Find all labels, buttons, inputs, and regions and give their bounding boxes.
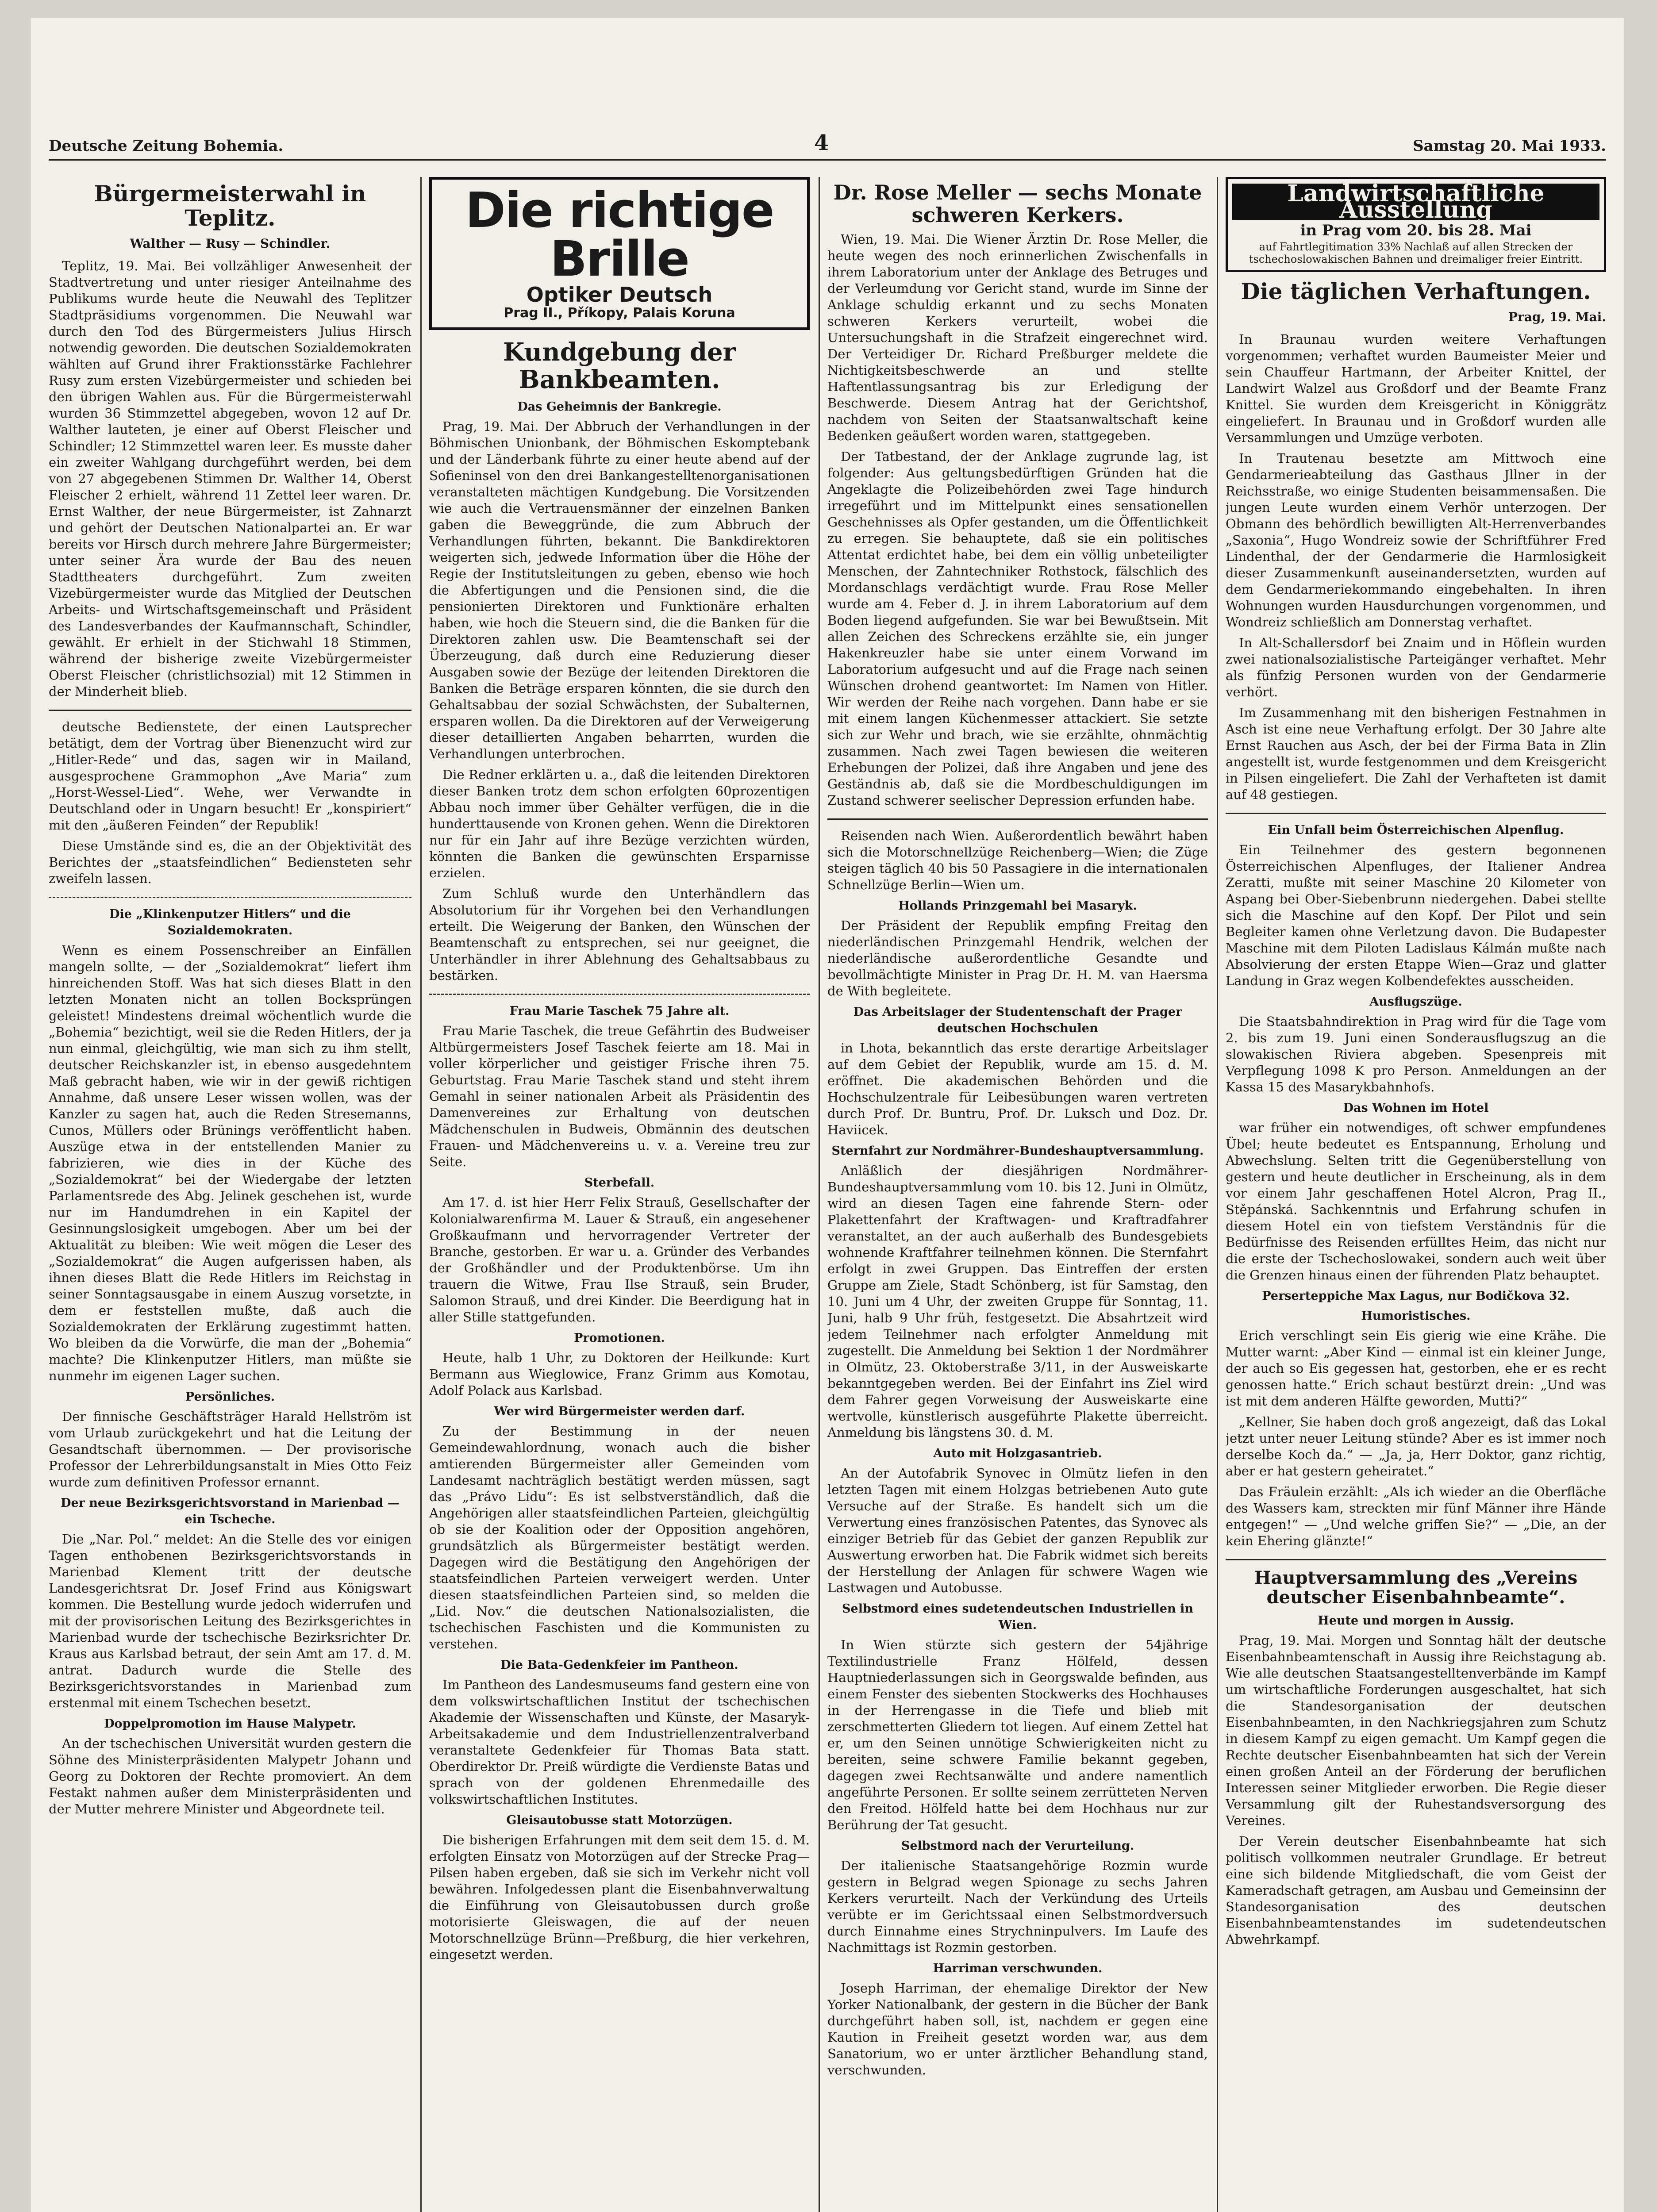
article-paragraph: Der Verein deutscher Eisenbahnbeamte hat sich politisch vollkommen neutraler Grundlage. Er betreut eine sich bildende Mitgliedschaft, die vom Geist der Kameradschaft getragen, am Ausbau und Gemeinsinn der Standesorganisation des deutschen Eisenbahnbeamtenstandes im sudetendeutschen Abwehrkampf. (1226, 1834, 1606, 1947)
article-subheadline: Das Wohnen im Hotel (1343, 1101, 1489, 1115)
section-rule (1226, 1559, 1606, 1560)
article-subheadline: Sternfahrt zur Nordmährer-Bundeshauptversammlung. (831, 1144, 1204, 1158)
article-paragraph: Prag, 19. Mai. Der Abbruch der Verhandlungen in der Böhmischen Unionbank, der Böhmischen Eskomptebank und der Länderbank führte zu einer heute abend auf der Sofieninsel von den drei Bankangestelltenorganisationen veranstalteten mächtigen Kundgebung. Die Vorsitzenden wie auch die Vertrauensmänner der einzelnen Banken gaben die Beweggründe, die zum Abbruch der Verhandlungen führten, bekannt. Die Bankdirektoren weigerten sich, jedwede Information über die Höhe der Regie der Institutsleitungen zu geben, ebenso wie hoch die Abfertigungen und die Pensionen sind, die die pensionierten Direktoren und Funktionäre erhalten haben, wie hoch die Steuern sind, die die Banken für die Direktoren zahlen usw. Die Beamtenschaft sei der Überzeugung, daß durch eine Reduzierung dieser Ausgaben sowie der Bezüge der leitenden Direktoren die Banken die Beträge ersparen könnten, die sie durch den Gehaltsabbau der sozial Schwächsten, der Subalternen, ersparen wollen. Da die Direktoren auf der Verweigerung dieser detaillierten Angaben beharrten, wurden die Verhandlungen unterbrochen. (429, 419, 810, 762)
article-paragraph: In Wien stürzte sich gestern der 54jährige Textilindustrielle Franz Hölfeld, dessen Hauptniederlassungen sich in Georgswalde befinden, aus einem Fenster des siebenten Stockwerks des Hochhauses in der Herrengasse in die Tiefe und blieb mit zerschmetterten Gliedern tot liegen. Auf einem Zettel hat er, um den Seinen unnötige Schwierigkeiten nicht zu bereiten, seine schwere Familie bekannt gegeben, dagegen zwei Rechtsanwälte und andere namentlich angeführte Personen. Er sollte seinem zerrütteten Nerven den Freitod. Hölfeld hatte bei dem Hochhaus nur zur Berührung der Tat gesucht. (827, 1637, 1208, 1833)
article-subheadline: Sterbefall. (584, 1176, 655, 1190)
issue-date: Samstag 20. Mai 1933. (1413, 137, 1606, 155)
article-paragraph: An der Autofabrik Synovec in Olmütz liefen in den letzten Tagen mit einem Holzgas betriebenen Auto gute Versuche auf der Straße. Es handelt sich um die Verwertung eines französischen Patentes, das Synovec als einziger Betrieb für das Gebiet der ganzen Republik zur Auswertung erworben hat. Die Fabrik widmet sich bereits der Herstellung der Anlagen für schwere Wagen wie Lastwagen und Autobusse. (827, 1466, 1208, 1596)
column-4 (1226, 177, 1606, 2212)
article-paragraph: Der Präsident der Republik empfing Freitag den niederländischen Prinzgemahl Hendrik, welchen der niederländische außerordentliche Gesandte und bevollmächtigte Minister in Prag Dr. H. M. van Haersma de With begleitete. (827, 918, 1208, 999)
article-subheadline: Perserteppiche Max Lagus, nur Bodičkova 32. (1262, 1289, 1570, 1303)
article-paragraph: An der tschechischen Universität wurden gestern die Söhne des Ministerpräsidenten Malypetr Johann und Georg zu Doktoren der Rechte promoviert. An dem Festakt nahmen außer dem Ministerpräsidenten und der Mutter mehrere Minister und Abgeordnete teil. (49, 1736, 411, 1816)
column-divider (1217, 177, 1218, 2212)
article-paragraph: In Alt-Schallersdorf bei Znaim und in Höflein wurden zwei nationalsozialistische Parteigänger verhaftet. Mehr als fünfzig Personen wurden von der Gendarmerie verhört. (1226, 635, 1606, 699)
article-paragraph: Der Tatbestand, der der Anklage zugrunde lag, ist folgender: Aus geltungsbedürftigen Gründen hat die Angeklagte die Polizeibehörden zwei Tage hindurch irregeführt und im Mittelpunkt eines sensationellen Geschehnisses als Opfer gestanden, um die Öffentlichkeit zu erregen. Sie behauptete, daß sie ein politisches Attentat erdichtet habe, bei dem ein völlig unbeteiligter Menschen, der Zahntechniker Rothstock, fälschlich des Mordanschlags verdächtigt wurde. Frau Rose Meller wurde am 4. Feber d. J. in ihrem Laboratorium auf dem Boden liegend aufgefunden. Sie war bei Bewußtsein. Mit allen Zeichen des Schreckens erzählte sie, ein junger Hakenkreuzler habe sie unter einem Vorwand im Laboratorium aufgesucht und auf die Frage nach seinen Wünschen drohend geantwortet: Im Namen von Hitler. Wir werden der Reihe nach vorgehen. Dann habe er sie mit einem langen Küchenmesser attackiert. Sie setzte sich zur Wehr und brach, wie sie erzählte, ohnmächtig zusammen. Nach zwei Tagen bewiesen die weiteren Erhebungen der Polizei, daß ihre Angaben und jene des Geständnis ab, daß sie die Mordbeschuldigungen im Zustand schwerer seelischer Depression erfunden habe. (827, 449, 1208, 808)
article-subheadline: Harriman verschwunden. (933, 1962, 1103, 1976)
column-divider (420, 177, 422, 2212)
ad-dates: in Prag vom 20. bis 28. Mai (1300, 222, 1532, 239)
article-subheadline: Gleisautobusse statt Motorzügen. (506, 1813, 733, 1828)
article-subheadline: Wer wird Bürgermeister werden darf. (494, 1405, 745, 1419)
article-headline: Hauptversammlung des „Vereins deutscher Eisenbahnbeamte“. (1254, 1567, 1578, 1608)
article-byline: Walther — Rusy — Schindler. (130, 236, 331, 251)
article-paragraph: Zum Schluß wurde den Unterhändlern das Absolutorium für ihr Vorgehen bei den Verhandlungen erteilt. Die Weigerung der Banken, den Wünschen der Beamtenschaft zu entsprechen, sei nur geeignet, die Unterhändler in ihrer Ablehnung des Gehaltsabbaus zu bestärken. (429, 886, 810, 983)
article-paragraph: Im Pantheon des Landesmuseums fand gestern eine von dem volkswirtschaftlichen Institut der tschechischen Akademie der Wissenschaften und Künste, der Masaryk-Arbeitsakademie und dem Industriellenzentralverband veranstaltete Gedenkfeier für Thomas Bata statt. Oberdirektor Dr. Preiß würdigte die Verdienste Batas und sprach von der goldenen Ehrenmedaille des volkswirtschaftlichen Institutes. (429, 1677, 810, 1807)
column-1 (49, 177, 411, 2212)
section-rule (1226, 813, 1606, 814)
article-paragraph: Der finnische Geschäftsträger Harald Hellström ist vom Urlaub zurückgekehrt und hat die Leitung der Gesandtschaft übernommen. — Der provisorische Professor der Lehrerbildungsanstalt in Mies Otto Feiz wurde zum definitiven Professor ernannt. (49, 1409, 411, 1490)
article-paragraph: Wien, 19. Mai. Die Wiener Ärztin Dr. Rose Meller, die heute wegen des noch erinnerlichen Zwischenfalls in ihrem Laboratorium unter der Anklage des Betruges und der Verleumdung vor Gericht stand, wurde im Sinne der Anklage schuldig erkannt und zu sechs Monaten schweren Kerkers verurteilt, wobei die Untersuchungshaft in die Strafzeit eingerechnet wird. Der Verteidiger Dr. Richard Preßburger meldete die Nichtigkeitsbeschwerde an und stellte Haftentlassungsantrag bis zur Erledigung der Beschwerde. Diesem Antrag hat der Gerichtshof, nachdem von Seiten der Staatsanwaltschaft keine Bedenken geäußert worden waren, stattgegeben. (827, 232, 1208, 444)
article-paragraph: Wenn es einem Possenschreiber an Einfällen mangeln sollte, — der „Sozialdemokrat“ liefert ihm hinreichenden Stoff. Was hat sich dieses Blatt in den letzten Monaten nicht an tollen Bocksprüngen geleistet! Mindestens dreimal wöchentlich wurde die „Bohemia“ bezichtigt, weil sie die Reden Hitlers, der ja nun einmal, gleichgültig, wie man sich zu ihm stellt, deutscher Reichskanzler ist, in ebenso ausgedehntem Maß gebracht haben, wie wir in der gewiß richtigen Annahme, daß unsere Leser wissen wollen, was der Kanzler zu sagen hat, auch die Reden Stresemanns, Cunos, Müllers oder Brünings veröffentlicht haben. Auszüge etwa in der entstellenden Manier zu fabrizieren, wie dies in der Küche des „Sozialdemokrat“ bei der Wiedergabe der letzten Parlamentsrede des Abg. Jelinek geschehen ist, wurde nur im Handumdrehen in ein Kapitel der Gesinnungslosigkeit umgebogen. Aber um bei der Aktualität zu bleiben: Wie weit mögen die Leser des „Sozialdemokrat“ die Augen aufgerissen haben, als ihnen dieses Blatt die Rede Hitlers im Reichstag in seiner Sonntagsausgabe in einem Auszug vorsetzte, in dem er feststellen mußte, daß auch die Sozialdemokraten der Erklärung zugestimmt hatten. Wo bleiben da die Vorwürfe, die man der „Bohemia“ machte? Die Klinkenputzer Hitlers, man müßte sie nunmehr im eigenen Lager suchen. (49, 943, 411, 1383)
section-rule (429, 994, 810, 995)
article-subheadline: Doppelpromotion im Hause Malypetr. (104, 1717, 356, 1731)
ad-address: Prag II., Příkopy, Palais Koruna (504, 305, 735, 321)
article-paragraph: Diese Umstände sind es, die an der Objektivität des Berichtes der „staatsfeindlichen“ Bediensteten sehr zweifeln lassen. (49, 838, 411, 886)
article-subheadline: Das Arbeitslager der Studentenschaft der Prager deutschen Hochschulen (853, 1005, 1182, 1036)
column-3 (827, 177, 1208, 2212)
article-paragraph: Teplitz, 19. Mai. Bei vollzähliger Anwesenheit der Stadtvertretung und unter riesiger Anteilnahme des Publikums wurde heute die Neuwahl des Teplitzer Stadtpräsidiums vorgenommen. Die Neuwahl war durch den Tod des Bürgermeisters Julius Hirsch notwendig geworden. Die deutschen Sozialdemokraten wählten auf Grund ihrer Fraktionsstärke Fachlehrer Rusy zum ersten Vizebürgermeister und schieden bei den übrigen Wahlen aus. Für die Bürgermeisterwahl wurden 36 Stimmzettel abgegeben, wovon 12 auf Dr. Walther lauteten, je einer auf Oberst Fleischer und Schindler; 12 Stimmzettel waren leer. Es musste daher ein zweiter Wahlgang durchgeführt werden, bei dem von 27 abgegebenen Stimmen Dr. Walther 14, Oberst Fleischer 2 erhielt, während 11 Zettel leer waren. Dr. Ernst Walther, der neue Bürgermeister, ist Zahnarzt und gehört der Deutschen Nationalpartei an. Er war bereits vor Hirsch durch mehrere Jahre Bürgermeister; unter seiner Ära wurde der Bau des neuen Stadttheaters durchgeführt. Zum zweiten Vizebürgermeister wurde das Mitglied der Deutschen Arbeits- und Wirtschaftsgemeinschaft und Präsident des Landesverbandes der Kaufmannschaft, Schindler, gewählt. Er erhielt in der Stichwahl 18 Stimmen, während der bisherige zweite Vizebürgermeister Oberst Fleischer (christlichsozial) mit 12 Stimmen in der Minderheit blieb. (49, 258, 411, 699)
article-subheadline: Das Geheimnis der Bankregie. (517, 400, 722, 414)
article-paragraph: Prag, 19. Mai. Morgen und Sonntag hält der deutsche Eisenbahnbeamtenschaft in Aussig ihre Reichstagung ab. Wie alle deutschen Staatsangestelltenverbände im Kampf um wirtschaftliche Forderungen ausgeschaltet, hat sich die Standesorganisation der deutschen Eisenbahnbeamten, in den Nachkriegsjahren zum Schutz in diesem Kampf zu eigen gemacht. Um Kampf gegen die Rechte deutscher Eisenbahnbeamten hat sich der Verein einen großen Anteil an der Förderung der beruflichen Interessen seiner Mitglieder erworben. Die Regie dieser Versammlung gilt der Ruhestandsversorgung des Vereines. (1226, 1633, 1606, 1828)
article-headline: Kundgebung der Bankbeamten. (503, 338, 736, 394)
article-headline: Dr. Rose Meller — sechs Monate schweren Kerkers. (833, 180, 1202, 227)
article-paragraph: In Trautenau besetzte am Mittwoch eine Gendarmerieabteilung das Gasthaus Jllner in der Reichsstraße, wo einige Studenten beisammensaßen. Die jungen Leute wurden einem Verhör unterzogen. Der Obmann des behördlich bewilligten Alt-Herrenverbandes „Saxonia“, Hugo Wondreiz sowie der Schriftführer Fred Lindenthal, der der Gendarmerie die Harmlosigkeit dieser Zusammenkunft auseinandersetzten, wurden auf dem Gendarmeriekommando eingebehalten. In ihren Wohnungen wurden Hausdurchungen vorgenommen, und Wondreiz schließlich am Donnerstag verhaftet. (1226, 451, 1606, 630)
article-paragraph: Erich verschlingt sein Eis gierig wie eine Krähe. Die Mutter warnt: „Aber Kind — einmal ist ein kleiner Junge, der auch so Eis gegessen hat, gestorben, ehe er es recht genossen hatte.“ Erich schaut bestürzt drein: „Und was ist mit dem anderen Hälfte geworden, Mutti?“ (1226, 1328, 1606, 1409)
section-rule (49, 897, 411, 898)
article-headline: Die täglichen Verhaftungen. (1241, 278, 1591, 304)
article-paragraph: Der italienische Staatsangehörige Rozmin wurde gestern in Belgrad wegen Spionage zu sechs Jahren Kerkers verurteilt. Nach der Verkündung des Urteils verübte er im Gerichtssaal einen Selbstmordversuch durch Einnahme eines Strychninpulvers. Im Laufe des Nachmittags ist Rozmin gestorben. (827, 1858, 1208, 1955)
optician-advertisement (429, 177, 810, 330)
newspaper-name: Deutsche Zeitung Bohemia. (49, 137, 284, 155)
ad-title: Die richtige Brille (465, 182, 774, 287)
article-subheadline: Ausflugszüge. (1369, 995, 1462, 1009)
article-paragraph: Anläßlich der diesjährigen Nordmährer-Bundeshauptversammlung vom 10. bis 12. Juni in Olmütz, wird an diesen Tagen eine fahrende Stern- oder Plakettenfahrt der Kraftwagen- und Kraftradfahrer veranstaltet, an der auch außerhalb des Bundesgebiets wohnende Kraftfahrer teilnehmen können. Die Sternfahrt erfolgt in zwei Gruppen. Das Eintreffen der ersten Gruppe am Ziele, Stadt Schönberg, ist für Samstag, den 10. Juni um 4 Uhr, der zweiten Gruppe für Sonntag, 11. Juni, halb 9 Uhr früh, festgesetzt. Die Absahrtzeit wird jedem Teilnehmer nach erfolgter Anmeldung mit zugestellt. Die Anmeldung bei Sektion 1 der Nordmährer in Olmütz, 23. Oktoberstraße 3/11, in der Ausweiskarte bekanntgegeben werden. Bei der Einfahrt ins Ziel wird dem Fahrer gegen Vorweisung der Ausweiskarte eine wertvolle, künstlerisch ausgeführte Plakette überreicht. Anmeldung bis längstens 30. d. M. (827, 1163, 1208, 1440)
article-paragraph: Reisenden nach Wien. Außerordentlich bewährt haben sich die Motorschnellzüge Reichenberg—Wien; die Züge steigen täglich 40 bis 50 Passagiere in die internationalen Schnellzüge Berlin—Wien um. (827, 828, 1208, 893)
article-subheadline: Ein Unfall beim Österreichischen Alpenflug. (1268, 823, 1564, 837)
article-paragraph: in Lhota, bekanntlich das erste derartige Arbeitslager auf dem Gebiet der Republik, wurde am 15. d. M. eröffnet. Die akademischen Behörden und die Hochschulzentrale für Leibesübungen waren vertreten durch Prof. Dr. Buntru, Prof. Dr. Luksch und Doz. Dr. Haviicek. (827, 1041, 1208, 1138)
article-subheadline: Frau Marie Taschek 75 Jahre alt. (509, 1004, 730, 1018)
article-subheadline: Selbstmord nach der Verurteilung. (901, 1839, 1134, 1853)
article-subheadline: Der neue Bezirksgerichtsvorstand in Marienbad — ein Tscheche. (61, 1496, 400, 1526)
article-paragraph: Die Redner erklärten u. a., daß die leitenden Direktoren dieser Banken trotz dem schon erfolgten 60prozentigen Abbau noch immer über Gehälter verfügen, die in die hunderttausende von Kronen gehen. Wenn die Direktoren nur für ein Jahr auf ihre Bezüge verzichten würden, könnten die Banken die gewünschten Ersparnisse erzielen. (429, 767, 810, 881)
article-subheadline: Die „Klinkenputzer Hitlers“ und die Sozialdemokraten. (109, 907, 351, 937)
ad-company: Optiker Deutsch (526, 283, 713, 307)
column-2 (429, 177, 810, 2212)
article-paragraph: war früher ein notwendiges, oft schwer empfundenes Übel; heute bedeutet es Entspannung, Erholung und Abwechslung. Selten tritt die Gegenüberstellung von gestern und heute deutlicher in Erscheinung, als in dem vor einem Jahr geschaffenen Hotel Alcron, Prag II., Stěpánská. Sachkenntnis und Erfahrung schufen in diesem Hotel ein von tiefstem Verständnis für die Bedürfnisse des Reisenden erfülltes Heim, das nicht nur die erste der Tschechoslowakei, sondern auch weit über die Grenzen hinaus einen der führenden Platz behauptet. (1226, 1120, 1606, 1283)
column-divider (819, 177, 820, 2212)
article-subheadline: Selbstmord eines sudetendeutschen Industriellen in Wien. (842, 1602, 1193, 1632)
article-paragraph: deutsche Bedienstete, der einen Lautsprecher betätigt, dem der Vortrag über Bienenzucht wird zur „Hitler-Rede“ und das, sagen wir in Mailand, ausgesprochene Grammophon „Ave Maria“ zum „Horst-Wessel-Lied“. Wehe, wer Verwandte in Deutschland oder in Ungarn besucht! Er „konspiriert“ mit den „äußeren Feinden“ der Republik! (49, 719, 411, 833)
article-paragraph: Die Staatsbahndirektion in Prag wird für die Tage vom 2. bis zum 19. Juni einen Sonderausflugszug an die slowakischen Riviera abgeben. Spesenpreis mit Verpflegung 1098 K pro Person. Anmeldungen an der Kassa 15 des Masarykbahnhofs. (1226, 1014, 1606, 1094)
article-paragraph: Im Zusammenhang mit den bisherigen Festnahmen in Asch ist eine neue Verhaftung erfolgt. Der 30 Jahre alte Ernst Rauchen aus Asch, der bei der Firma Bata in Zlin angestellt ist, wurde festgenommen und dem Kreisgericht in Pilsen eingeliefert. Die Zahl der Verhafteten ist damit auf 48 gestiegen. (1226, 705, 1606, 802)
article-paragraph: Frau Marie Taschek, die treue Gefährtin des Budweiser Altbürgermeisters Josef Taschek feierte am 18. Mai in voller körperlicher und geistiger Frische ihren 75. Geburtstag. Frau Marie Taschek stand und steht ihrem Gemahl in seiner nationalen Arbeit als Präsidentin des Damenvereines zur Erhaltung von deutschen Mädchenschulen in Budweis, Obmännin des deutschen Frauen- und Mädchenvereins u. v. a. Vereine treu zur Seite. (429, 1023, 810, 1170)
article-paragraph: Heute, halb 1 Uhr, zu Doktoren der Heilkunde: Kurt Bermann aus Wieglowice, Franz Grimm aus Komotau, Adolf Polack aus Karlsbad. (429, 1350, 810, 1398)
ad-note: auf Fahrtlegitimation 33% Nachlaß auf allen Strecken der tschechoslowakischen Bahnen und dreimaliger freier Eintritt. (1249, 241, 1583, 265)
article-paragraph: Ein Teilnehmer des gestern begonnenen Österreichischen Alpenfluges, der Italiener Andrea Zeratti, mußte mit seiner Maschine 20 Kilometer von Aspang bei Ober-Siebenbrunn niedergehen. Dabei stellte sich die Maschine auf den Kopf. Der Pilot und sein Begleiter kamen ohne Verletzung davon. Die Budapester Maschine mit dem Piloten Ladislaus Kálmán mußte nach Absolvierung der ersten Etappe Wien—Graz und glatter Landung in Graz wegen Kolbendefektes ausscheiden. (1226, 842, 1606, 988)
article-subheadline: Promotionen. (574, 1331, 665, 1345)
article-paragraph: Die bisherigen Erfahrungen mit dem seit dem 15. d. M. erfolgten Einsatz von Motorzügen auf der Strecke Prag—Pilsen haben ergeben, daß sie sich im Verkehr nicht voll bewähren. Infolgedessen plant die Eisenbahnverwaltung die Einführung von Gleisautobussen durch große motorisierte Gleiswagen, die auf der neuen Motorschnellzüge Brünn—Preßburg, die hier verkehren, eingesetzt werden. (429, 1832, 810, 1962)
ad-title: Landwirtschaftliche Ausstellung (1232, 184, 1599, 220)
article-paragraph: Zu der Bestimmung in der neuen Gemeindewahlordnung, wonach auch die bisher amtierenden Bürgermeister aller Gemeinden vom Landesamt nachträglich bestätigt werden müssen, sagt das „Právo Lidu“: Es ist selbstverständlich, daß die Angehörigen aller staatsfeindlichen Parteien, gleichgültig ob sie der Koalition oder der Opposition angehören, grundsätzlich als Bürgermeister bestätigt werden. Dagegen wird die Bestätigung den Angehörigen der staatsfeindlichen Parteien verweigert werden. Unter diesen staatsfeindlichen Parteien sind, so melden die „Lid. Nov.“ die deutschen Nationalsozialisten, die tschechischen Faschisten und die Kommunisten zu verstehen. (429, 1424, 810, 1652)
article-subheadline: Auto mit Holzgasantrieb. (933, 1447, 1102, 1461)
article-subheadline: Heute und morgen in Aussig. (1318, 1614, 1514, 1628)
article-paragraph: „Kellner, Sie haben doch groß angezeigt, daß das Lokal jetzt unter neuer Leitung stünde? Aber es ist immer noch derselbe Koch da.“ — „Ja, ja, Herr Doktor, ganz richtig, aber er hat gestern geheiratet.“ (1226, 1414, 1606, 1479)
article-paragraph: Am 17. d. ist hier Herr Felix Strauß, Gesellschafter der Kolonialwarenfirma M. Lauer & Strauß, ein angesehener Großkaufmann und hervorragender Vertreter der Branche, gestorben. Er war u. a. Gründer des Verbandes der Großhändler und der Produktenbörse. Um ihn trauern die Witwe, Frau Ilse Strauß, sein Bruder, Salomon Strauß, und drei Kinder. Die Beerdigung hat in aller Stille stattgefunden. (429, 1195, 810, 1325)
article-subheadline: Humoristisches. (1361, 1309, 1471, 1323)
exhibition-advertisement (1226, 177, 1606, 272)
page-number: 4 (814, 131, 829, 155)
article-subheadline: Die Bata-Gedenkfeier im Pantheon. (500, 1658, 738, 1672)
article-dateline: Prag, 19. Mai. (1508, 310, 1606, 324)
newspaper-page (31, 18, 1624, 2212)
article-paragraph: Joseph Harriman, der ehemalige Direktor der New Yorker Nationalbank, der gestern in die Bücher der Bank durchgeführt haben soll, ist, nachdem er gegen eine Kaution in Freiheit gesetzt worden war, aus dem Sanatorium, wo er unter ärztlicher Behandlung stand, verschwunden. (827, 1981, 1208, 2078)
article-subheadline: Persönliches. (185, 1390, 275, 1404)
article-subheadline: Hollands Prinzgemahl bei Masaryk. (898, 899, 1137, 913)
article-paragraph: Das Fräulein erzählt: „Als ich wieder an die Oberfläche des Wassers kam, streckten mir fünf Männer ihre Hände entgegen!“ — „Und welche griffen Sie?“ — „Die, an der kein Ehering glänzte!“ (1226, 1484, 1606, 1548)
article-headline: Bürgermeisterwahl in Teplitz. (94, 180, 366, 231)
section-rule (49, 710, 411, 711)
section-rule (827, 818, 1208, 820)
article-paragraph: Die „Nar. Pol.“ meldet: An die Stelle des vor einigen Tagen enthobenen Bezirksgerichtsvorstands in Marienbad Klement tritt der deutsche Landesgerichtsrat Dr. Josef Frind aus Königswart kommen. Die Bestellung wurde jedoch widerrufen und mit der provisorischen Leitung des Bezirksgerichtes in Marienbad wurde der tschechische Bezirksrichter Dr. Kraus aus Karlsbad betraut, der sein Amt am 17. d. M. antrat. Dadurch wurde die Stelle des Bezirksgerichtsvorstandes in Marienbad zum erstenmal mit einem Tschechen besetzt. (49, 1532, 411, 1710)
page-header (49, 128, 1606, 161)
article-paragraph: In Braunau wurden weitere Verhaftungen vorgenommen; verhaftet wurden Baumeister Meier und sein Chauffeur Hartmann, der Arbeiter Knittel, der Landwirt Walzel aus Großdorf und der Beamte Franz Knittel. Sie wurden dem Kreisgericht in Königgrätz eingeliefert. In Braunau und in Großdorf wurden alle Versammlungen und Umzüge verboten. (1226, 332, 1606, 445)
